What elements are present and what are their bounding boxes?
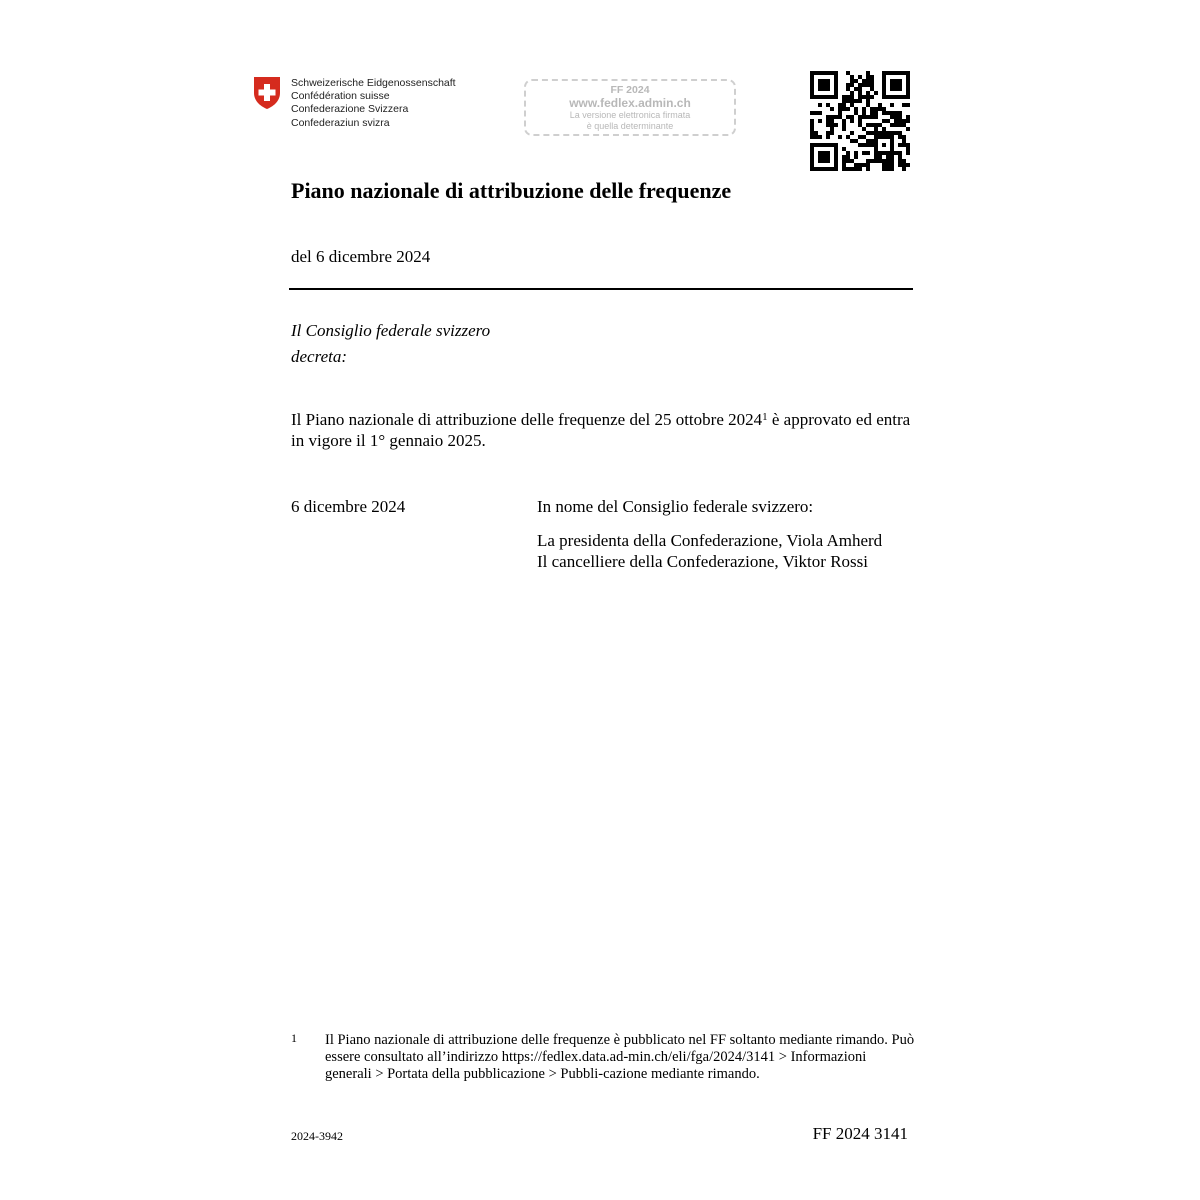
- council-name: Il Consiglio federale svizzero: [291, 321, 491, 340]
- agency-line-it: Confederazione Svizzera: [291, 103, 409, 116]
- document-date: del 6 dicembre 2024: [291, 247, 431, 266]
- signer-president: La presidenta della Confederazione, Viola Amherd: [537, 531, 883, 550]
- body-paragraph: [291, 409, 915, 451]
- body-text: Il Piano nazionale di attribuzione delle frequenze del 25 ottobre 2024: [291, 410, 763, 429]
- signers-block: [537, 530, 882, 572]
- signature-date: 6 dicembre 2024: [291, 497, 406, 516]
- stamp-note-2: è quella determinante: [586, 121, 674, 131]
- stamp-url[interactable]: www.fedlex.admin.ch: [569, 96, 691, 110]
- document-title: Piano nazionale di attribuzione delle frequenze: [291, 178, 732, 203]
- stamp-publication: FF 2024: [610, 84, 650, 96]
- qr-code: [810, 71, 910, 171]
- agency-line-fr: Confédération suisse: [291, 90, 390, 103]
- swiss-crest-logo: [253, 76, 281, 110]
- publication-stamp: [524, 79, 736, 136]
- footnote-reference[interactable]: 1: [762, 411, 768, 423]
- title-divider: [289, 288, 913, 290]
- agency-line-de: Schweizerische Eidgenossenschaft: [291, 77, 456, 89]
- document-number: 2024-3942: [291, 1129, 343, 1143]
- footnote-number: 1: [291, 1031, 297, 1045]
- decree-word: decreta:: [291, 347, 348, 366]
- agency-name-block: [291, 77, 456, 130]
- signer-chancellor: Il cancelliere della Confederazione, Viktor Rossi: [537, 552, 868, 571]
- body-text-end: è approvato ed entra in vigore il 1° gennaio 2025.: [291, 410, 911, 450]
- ff-reference: FF 2024 3141: [812, 1124, 908, 1143]
- footnote-text: Il Piano nazionale di attribuzione delle frequenze è pubblicato nel FF soltanto mediante rimando. Può essere consultato all’indirizzo https://fedlex.data.ad-min.ch/eli/fga/2024/3141 > Informazioni generali > Portata della pubblicazione > Pubbli-cazione mediante rimando.: [325, 1032, 915, 1082]
- enacting-clause: [291, 318, 490, 370]
- stamp-note-1: La versione elettronica firmata: [569, 110, 691, 120]
- agency-line-rm: Confederaziun svizra: [291, 116, 390, 129]
- signature-intro: In nome del Consiglio federale svizzero:: [537, 497, 814, 516]
